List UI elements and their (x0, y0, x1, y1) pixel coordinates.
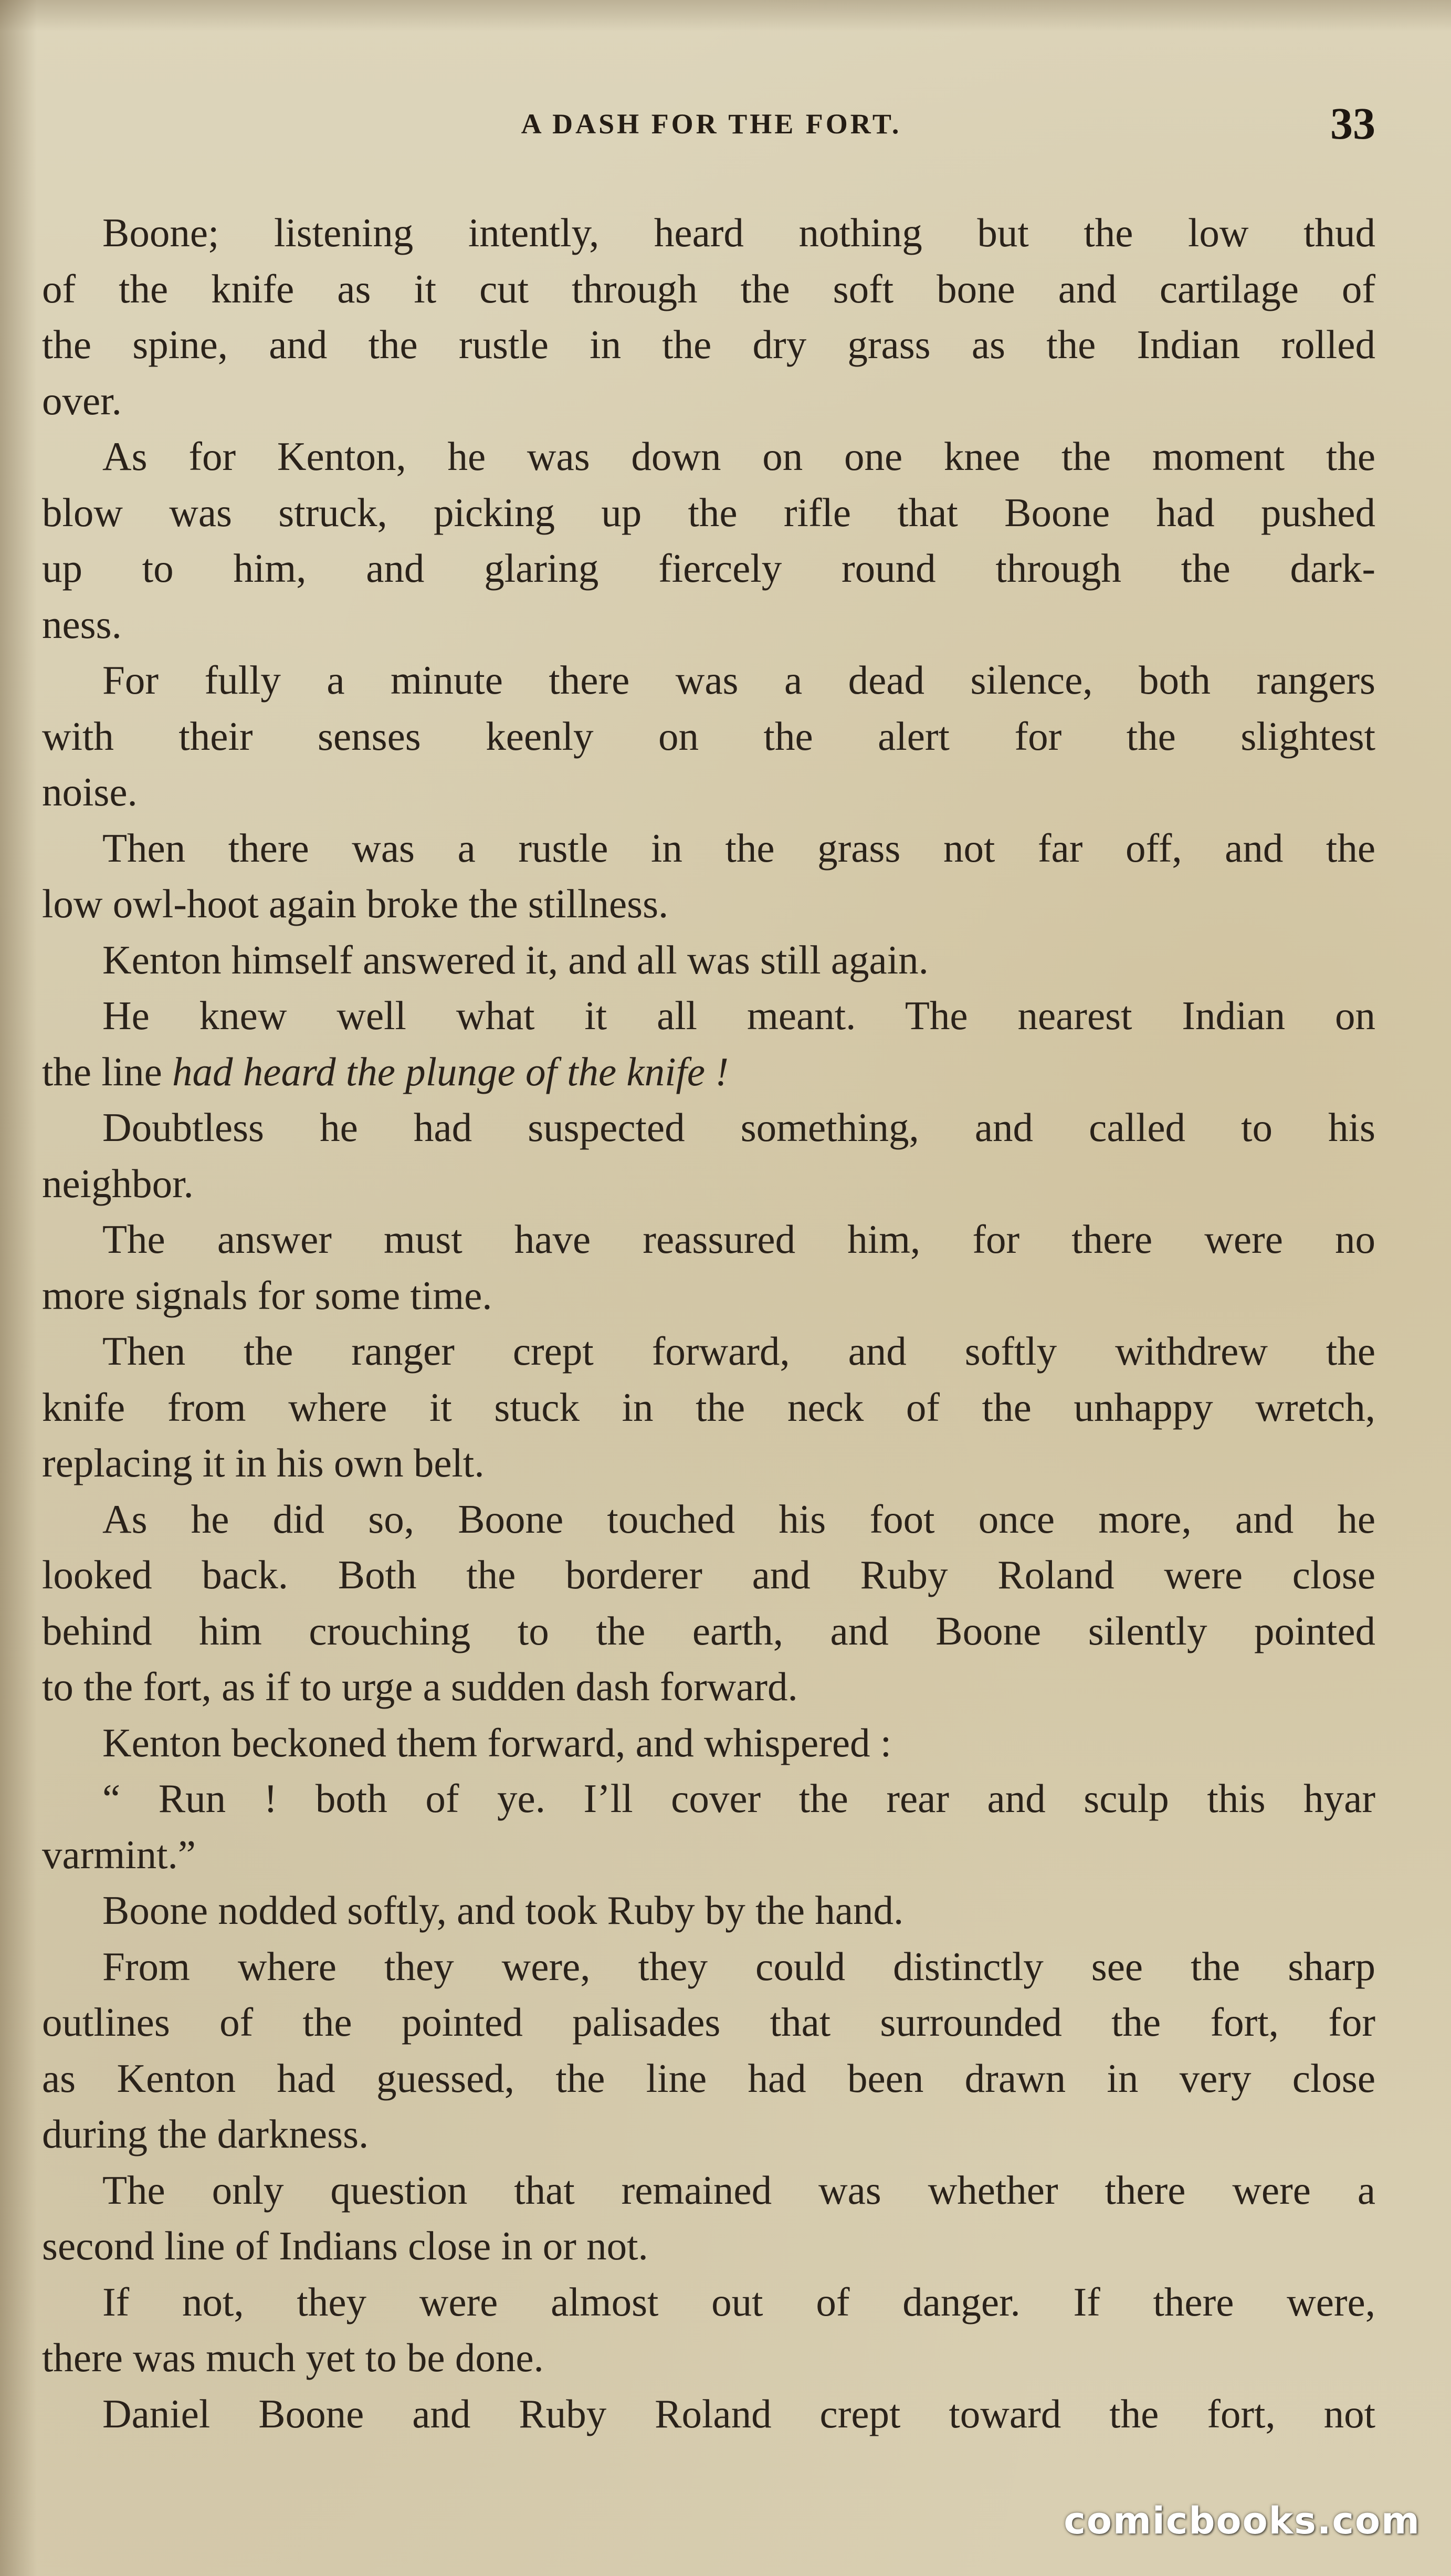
text-line-content: there was much yet to be done. (42, 2335, 544, 2380)
text-line (42, 1882, 1375, 1939)
text-line-content: knife from where it stuck in the neck of the unhappy wretch, (42, 1384, 1375, 1430)
text-line-content: He knew well what it all meant. The nearest Indian on (102, 993, 1375, 1038)
text-line-content: over. (42, 378, 122, 423)
text-line-content: If not, they were almost out of danger. If there were, (102, 2279, 1375, 2324)
text-line-content: As for Kenton, he was down on one knee the moment the (102, 434, 1375, 479)
text-line-content: the line (42, 1049, 173, 1094)
text-line-content: with their senses keenly on the alert for the slightest (42, 713, 1375, 759)
text-line-content: The answer must have reassured him, for there were no (102, 1217, 1375, 1262)
body-text (42, 205, 1375, 2442)
text-line-content: Then there was a rustle in the grass not far off, and the (102, 825, 1375, 871)
text-line (42, 1268, 1375, 1324)
text-line-content: replacing it in his own belt. (42, 1440, 485, 1485)
text-line (42, 428, 1375, 485)
page-edge-shadow-top (0, 0, 1451, 32)
text-line-content: the spine, and the rustle in the dry grass as the Indian rolled (42, 322, 1375, 367)
text-line (42, 2162, 1375, 2218)
text-line-content: second line of Indians close in or not. (42, 2223, 648, 2268)
text-line-content: Boone nodded softly, and took Ruby by the hand. (102, 1888, 904, 1933)
text-line (42, 820, 1375, 876)
text-line (42, 1994, 1375, 2050)
text-line (42, 1603, 1375, 1659)
text-line (42, 652, 1375, 708)
watermark: comicbooks.com (1064, 2499, 1421, 2542)
text-line (42, 1827, 1375, 1883)
text-line (42, 1659, 1375, 1715)
text-line (42, 1491, 1375, 1547)
text-line-content: to the fort, as if to urge a sudden dash forward. (42, 1664, 798, 1709)
text-line-content: as Kenton had guessed, the line had been drawn in very close (42, 2055, 1375, 2101)
text-line (42, 1435, 1375, 1491)
text-line-content: neighbor. (42, 1160, 194, 1206)
text-line (42, 205, 1375, 261)
text-line-content: For fully a minute there was a dead silence, both rangers (102, 657, 1375, 703)
text-line-content: Then the ranger crept forward, and softly withdrew the (102, 1328, 1375, 1374)
text-line (42, 1715, 1375, 1771)
text-line (42, 261, 1375, 317)
text-line (42, 1547, 1375, 1603)
text-line-content: Kenton beckoned them forward, and whispered : (102, 1720, 892, 1765)
text-line-content: of the knife as it cut through the soft bone and cartilage of (42, 266, 1375, 311)
text-line (42, 988, 1375, 1044)
italic-phrase: had heard the plunge of the knife ! (172, 1049, 729, 1094)
text-line-content: blow was struck, picking up the rifle that Boone had pushed (42, 489, 1375, 535)
text-line (42, 373, 1375, 429)
text-line-content: noise. (42, 769, 138, 814)
page-edge-shadow-left (0, 0, 37, 2576)
page-header (47, 97, 1375, 160)
text-line (42, 2330, 1375, 2386)
text-line-content: during the darkness. (42, 2111, 369, 2156)
text-line-content: up to him, and glaring fiercely round through the dark- (42, 546, 1375, 591)
text-line-content: From where they were, they could distinctly see the sharp (102, 1943, 1375, 1989)
text-line (42, 764, 1375, 820)
text-line-content: ness. (42, 601, 122, 647)
text-line (42, 317, 1375, 373)
text-line-content: behind him crouching to the earth, and Boone silently pointed (42, 1608, 1375, 1653)
text-line-content: Kenton himself answered it, and all was still again. (102, 937, 929, 982)
text-line-content: “ Run ! both of ye. I’ll cover the rear and sculp this hyar (102, 1776, 1375, 1821)
text-line-content: looked back. Both the borderer and Ruby Roland were close (42, 1552, 1375, 1597)
text-line (42, 596, 1375, 653)
text-line-content: Daniel Boone and Ruby Roland crept toward the fort, not (102, 2391, 1375, 2436)
text-line (42, 1099, 1375, 1156)
text-line (42, 1771, 1375, 1827)
text-line-content: more signals for some time. (42, 1272, 492, 1318)
text-line (42, 1044, 1375, 1100)
text-line-content: outlines of the pointed palisades that surrounded the fort, for (42, 1999, 1375, 2045)
text-line-content: Doubtless he had suspected something, and called to his (102, 1105, 1375, 1150)
text-line (42, 932, 1375, 988)
text-line (42, 2274, 1375, 2330)
text-line (42, 1156, 1375, 1212)
text-line (42, 485, 1375, 541)
text-line (42, 2106, 1375, 2162)
text-line (42, 2050, 1375, 2107)
page-number: 33 (1330, 98, 1375, 149)
running-head: A DASH FOR THE FORT. (521, 108, 902, 140)
text-line (42, 1939, 1375, 1995)
text-line-content: varmint.” (42, 1831, 196, 1877)
text-line-content: The only question that remained was whether there were a (102, 2167, 1375, 2213)
text-line (42, 1323, 1375, 1379)
text-line (42, 2386, 1375, 2442)
text-line (42, 708, 1375, 765)
text-line-content: Boone; listening intently, heard nothing but the low thud (102, 210, 1375, 255)
text-line (42, 876, 1375, 932)
text-line-content: low owl-hoot again broke the stillness. (42, 881, 669, 926)
text-line-content: As he did so, Boone touched his foot once more, and he (102, 1496, 1375, 1542)
text-line (42, 2218, 1375, 2274)
text-line (42, 540, 1375, 596)
text-line (42, 1211, 1375, 1268)
text-line (42, 1379, 1375, 1436)
